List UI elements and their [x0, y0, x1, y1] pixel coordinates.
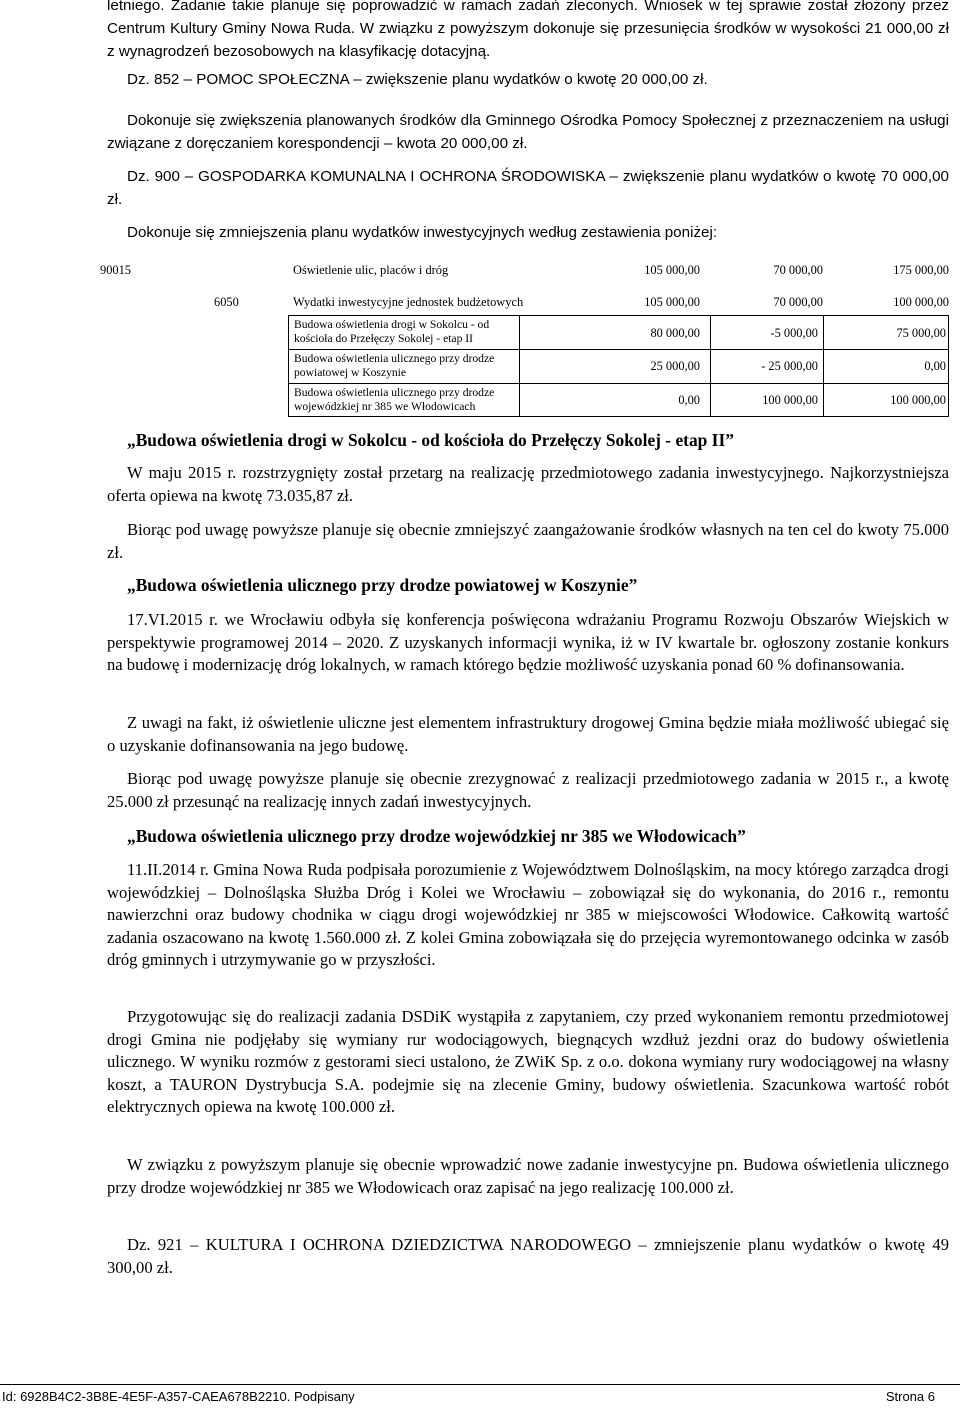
table-row [107, 349, 949, 383]
value-before: 105 000,00 [644, 295, 700, 309]
row-name: Oświetlenie ulic, placów i dróg [293, 263, 449, 277]
row-name: Wydatki inwestycyjne jednostek budżetowych [293, 295, 524, 309]
dz852-description: Dokonuje się zwiększenia planowanych środków dla Gminnego Ośrodka Pomocy Społecznej z przeznaczeniem na usługi związane z doręczaniem korespondencji – kwota 20 000,00 zł. [107, 112, 949, 152]
paragraph-top: letniego. Zadanie takie planuje się poprowadzić w ramach zadań zleconych. Wniosek w tej sprawie został złożony przez Centrum Kultury Gminy Nowa Ruda. W związku z powyższym dokonuje się przesunięcia środków w wysokości 21 000,00 zł z wynagrodzeń bezosobowych na klasyfikację dotacyjną. [107, 0, 949, 60]
value-change: 70 000,00 [773, 263, 823, 277]
document-id: Id: 6928B4C2-3B8E-4E5F-A357-CAEA678B2210. Podpisany [2, 1389, 355, 1404]
value-after: 75 000,00 [896, 326, 946, 340]
heading-sokolec: „Budowa oświetlenia drogi w Sokolcu - od kościoła do Przełęczy Sokolej - etap II” [127, 430, 734, 450]
task-name: Budowa oświetlenia ulicznego przy drodze powiatowej w Koszynie [294, 352, 495, 379]
value-change: -5 000,00 [770, 326, 818, 340]
paragraph: Przygotowując się do realizacji zadania DSDiK wystąpiła z zapytaniem, czy przed wykonaniem remontu przedmiotowej drogi Gmina nie podjęłaby się wymiany rur wodociągowych, biegnących wzdłuż jezdni oraz do budowy oświetlenia ulicznego. W wyniku rozmów z gestorami sieci ustalono, że ZWiK Sp. z o.o. dokona wymiany rury wodociągowej na własny koszt, a TAURON Dystrybucja S.A. podejmie się na zlecenie Gminy, budowy oświetlenia. Szacunkowa wartość robót elektrycznych opiewa na kwotę 100.000 zł. [107, 1007, 949, 1117]
paragraph: 11.II.2014 r. Gmina Nowa Ruda podpisała porozumienie z Województwem Dolnośląskim, na mocy którego zarządca drogi wojewódzkiej – Dolnośląska Służba Dróg i Kolei we Wrocławiu – zobowiązał się do wykonania, do 2016 r., remontu nawierzchni oraz budowy chodnika w ciągu drogi wojewódzkiej nr 385 w miejscowości Włodowice. Całkowitą wartość zadania oszacowano na kwotę 1.560.000 zł. Z kolei Gmina zobowiązała się do przejęcia wyremontowanego odcinka w zasób dróg gminnych i utrzymywanie go w przyszłości. [107, 860, 949, 970]
value-after: 175 000,00 [893, 263, 949, 277]
task-name: Budowa oświetlenia ulicznego przy drodze wojewódzkiej nr 385 we Włodowicach [294, 386, 495, 413]
paragraph: Z uwagi na fakt, iż oświetlenie uliczne jest elementem infrastruktury drogowej Gmina będzie miała możliwość ubiegać się o uzyskanie dofinansowania na jego budowę. [107, 713, 949, 755]
footer-rule [0, 1384, 960, 1385]
table-row [107, 292, 949, 314]
paragraph-code: 6050 [214, 295, 239, 309]
paragraph: W maju 2015 r. rozstrzygnięty został przetarg na realizację przedmiotowego zadania inwestycyjnego. Najkorzystniejsza oferta opiewa na kwotę 73.035,87 zł. [107, 463, 949, 505]
value-after: 100 000,00 [890, 393, 946, 407]
section-code: 90015 [100, 263, 131, 277]
heading-wlodowice: „Budowa oświetlenia ulicznego przy drodze wojewódzkiej nr 385 we Włodowicach” [127, 826, 746, 846]
section-dz852: Dz. 852 – POMOC SPOŁECZNA – zwiększenie planu wydatków o kwotę 20 000,00 zł. [127, 71, 708, 88]
value-before: 80 000,00 [650, 326, 700, 340]
value-before: 25 000,00 [650, 359, 700, 373]
dz900-description: Dokonuje się zmniejszenia planu wydatków inwestycyjnych według zestawienia poniżej: [127, 224, 718, 241]
section-dz900: Dz. 900 – GOSPODARKA KOMUNALNA I OCHRONA ŚRODOWISKA – zwiększenie planu wydatków o kwotę 70 000,00 zł. [107, 168, 949, 208]
paragraph: W związku z powyższym planuje się obecnie wprowadzić nowe zadanie inwestycyjne pn. Budowa oświetlenia ulicznego przy drodze wojewódzkiej nr 385 we Włodowicach oraz zapisać na jego realizację 100.000 zł. [107, 1155, 949, 1197]
value-change: 100 000,00 [762, 393, 818, 407]
paragraph: 17.VI.2015 r. we Wrocławiu odbyła się konferencja poświęcona wdrażaniu Programu Rozwoju Obszarów Wiejskich w perspektywie programowej 2014 – 2020. Z uzyskanych informacji wynika, iż w IV kwartale br. ogłoszony zostanie konkurs na budowę i modernizację dróg lokalnych, w ramach którego będzie możliwość uzyskania ponad 60 % dofinansowania. [107, 610, 949, 675]
value-change: 70 000,00 [773, 295, 823, 309]
table-row [107, 315, 949, 349]
value-before: 105 000,00 [644, 263, 700, 277]
table-row [107, 383, 949, 417]
value-before: 0,00 [678, 393, 700, 407]
value-change: - 25 000,00 [761, 359, 818, 373]
page-number: Strona 6 [885, 1389, 935, 1404]
table-row [100, 260, 949, 282]
task-name: Budowa oświetlenia drogi w Sokolcu - od kościoła do Przełęczy Sokolej - etap II [294, 318, 490, 345]
value-after: 100 000,00 [893, 295, 949, 309]
paragraph: Biorąc pod uwagę powyższe planuje się obecnie zrezygnować z realizacji przedmiotowego zadania w 2015 r., a kwotę 25.000 zł przesunąć na realizację innych zadań inwestycyjnych. [107, 769, 949, 811]
heading-koszyn: „Budowa oświetlenia ulicznego przy drodze powiatowej w Koszynie” [127, 575, 638, 595]
paragraph: Biorąc pod uwagę powyższe planuje się obecnie zmniejszyć zaangażowanie środków własnych na ten cel do kwoty 75.000 zł. [107, 520, 949, 562]
value-after: 0,00 [924, 359, 946, 373]
section-dz921: Dz. 921 – KULTURA I OCHRONA DZIEDZICTWA NARODOWEGO – zmniejszenie planu wydatków o kwotę 49 300,00 zł. [107, 1235, 949, 1277]
